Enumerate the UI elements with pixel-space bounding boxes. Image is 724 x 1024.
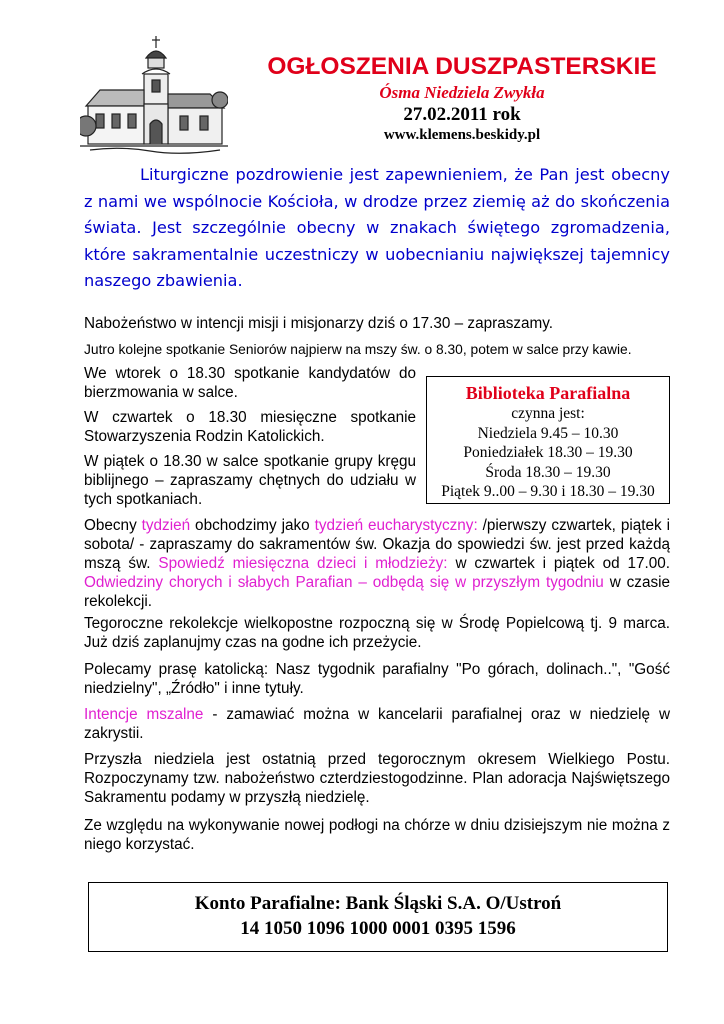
text-segment: w czasie rekolekcji.: [84, 574, 671, 610]
text-segment: Obecny: [84, 517, 142, 534]
intro-paragraph: Liturgiczne pozdrowienie jest zapewnieniem, że Pan jest obecny z nami we wspólnocie Kościoła, w drodze przez ziemię aż do skończenia świata. Jest szczególnie obecny w znakach świętego zgromadzenia, które sakramentalnie uczestniczy w uobecnianiu największej tajemnicy naszego zbawienia.: [84, 165, 670, 290]
library-hours-line: Poniedziałek 18.30 – 19.30: [463, 444, 633, 462]
text-segment: /pierwszy czwartek, piątek i sobota/ - zapraszamy do sakramentów św. Okazja do spowiedzi św. jest przed każdą mszą św.: [84, 517, 671, 572]
church-illustration: [80, 34, 228, 154]
highlight-text: Intencje mszalne: [84, 706, 204, 723]
page-title: OGŁOSZENIA DUSZPASTERSKIE: [267, 53, 657, 80]
bank-account-box: [88, 882, 668, 952]
announcement-bible-group: W piątek o 18.30 w salce spotkanie grupy kręgu biblijnego – zapraszamy chętnych do udziału w tych spotkaniach.: [84, 453, 416, 508]
announcement-seniors: Jutro kolejne spotkanie Seniorów najpierw na mszy św. o 8.30, potem w salce przy kawie.: [84, 342, 632, 357]
text-segment: w czwartek i piątek od 17.00.: [447, 555, 671, 572]
announcement-missions: Nabożeństwo w intencji misji i misjonarzy dziś o 17.30 – zapraszamy.: [84, 315, 554, 332]
library-hours-line: Niedziela 9.45 – 10.30: [477, 424, 619, 442]
text-segment: obchodzimy jako: [190, 517, 315, 534]
bank-account-name: Konto Parafialne: Bank Śląski S.A. O/Ustroń: [194, 893, 562, 914]
highlight-text: Odwiedziny chorych i słabych Parafian – odbędą się w przyszłym tygodniu: [84, 574, 604, 591]
announcement-choir: Ze względu na wykonywanie nowej podłogi na chórze w dniu dzisiejszym nie można z niego korzystać.: [84, 817, 670, 853]
highlight-text: tydzień: [141, 517, 191, 534]
highlight-text: Spowiedź miesięczna dzieci i młodzieży:: [158, 555, 448, 572]
parish-website-link[interactable]: www.klemens.beskidy.pl: [383, 127, 541, 143]
bank-account-number: 14 1050 1096 1000 0001 0395 1596: [240, 918, 516, 939]
announcement-retreat: Tegoroczne rekolekcje wielkopostne rozpoczną się w Środę Popielcową tj. 9 marca. Już dziś zaplanujmy czas na godne ich przeżycie.: [84, 615, 670, 651]
bulletin-date: 27.02.2011 rok: [403, 104, 521, 125]
library-hours-line: Środa 18.30 – 19.30: [485, 463, 611, 481]
announcement-mass-intentions: [84, 705, 670, 743]
highlight-text: tydzień eucharystyczny:: [314, 517, 478, 534]
announcement-press: Polecamy prasę katolicką: Nasz tygodnik parafialny "Po górach, dolinach..", "Gość niedzielny", „Źródło" i inne tytuły.: [84, 661, 670, 697]
announcement-confirmation: We wtorek o 18.30 spotkanie kandydatów do bierzmowania w salce.: [84, 365, 416, 401]
announcement-lent: Przyszła niedziela jest ostatnią przed tegorocznym okresem Wielkiego Postu. Rozpoczynamy tzw. nabożeństwo czterdziestogodzinne. Plan adoracja Najświętszego Sakramentu podamy w przyszłą niedzielę.: [84, 751, 670, 806]
library-subtitle: czynna jest:: [511, 405, 585, 422]
text-segment: - zamawiać można w kancelarii parafialnej oraz w niedzielę w zakrystii.: [84, 706, 670, 742]
library-hours-box: [426, 376, 670, 504]
announcement-families: W czwartek o 18.30 miesięczne spotkanie Stowarzyszenia Rodzin Katolickich.: [84, 409, 416, 445]
library-hours-line: Piątek 9..00 – 9.30 i 18.30 – 19.30: [441, 483, 655, 501]
library-title: Biblioteka Parafialna: [465, 383, 631, 403]
bulletin-header: [246, 52, 678, 144]
announcement-eucharistic-week: [84, 516, 670, 611]
page-subtitle: Ósma Niedziela Zwykła: [379, 83, 545, 102]
